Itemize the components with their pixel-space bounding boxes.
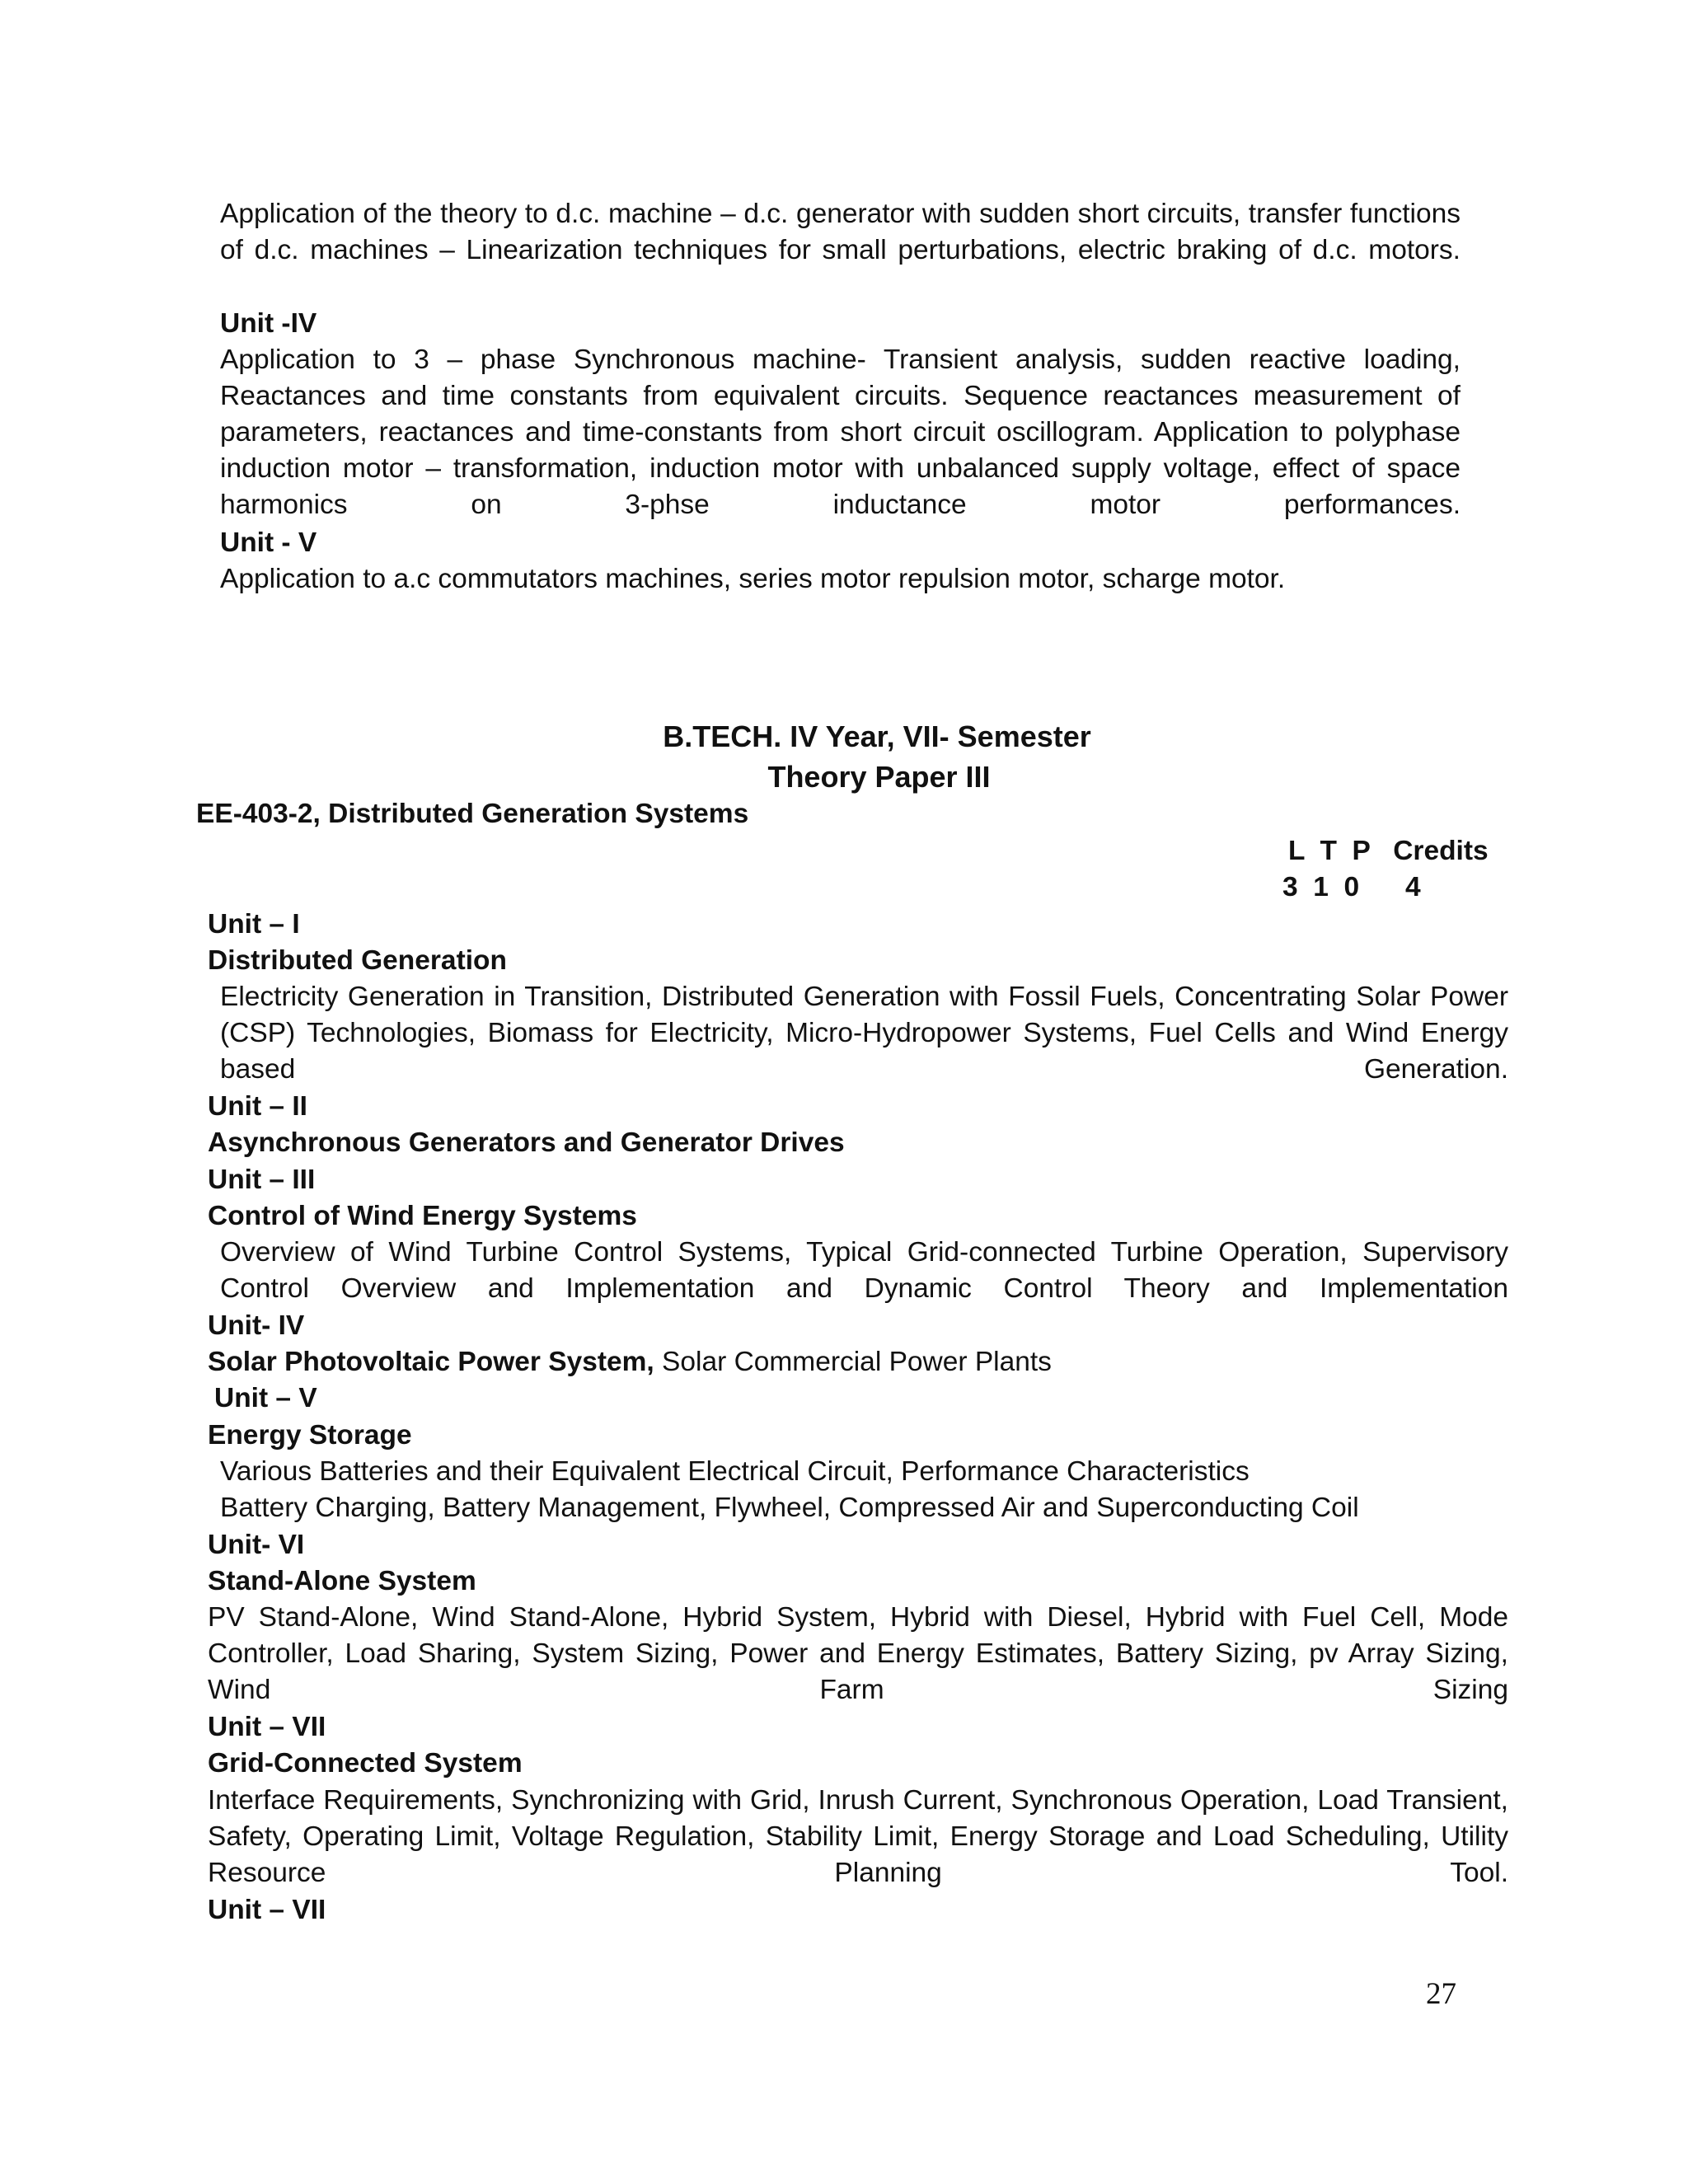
ltp-labels: L T P Credits	[1288, 836, 1489, 866]
program-semester-heading: B.TECH. IV Year, VII- Semester	[663, 719, 1091, 753]
unit-3-tail-paragraph: Application of the theory to d.c. machine – d.c. generator with sudden short circuits, transfer functions of d.c. machines – Linearization techniques for small perturbations, electric braking of d.c. motors.	[220, 199, 1461, 265]
unit-1-heading: Unit – I	[208, 909, 300, 940]
unit-8-heading: Unit – VII	[208, 1895, 326, 1925]
page-number: 27	[1426, 1977, 1456, 2011]
unit-6-heading: Unit- VI	[208, 1530, 305, 1560]
unit-7-title: Grid-Connected System	[208, 1748, 523, 1779]
unit-4b-heading: Unit- IV	[208, 1310, 305, 1341]
unit-4-heading: Unit -IV	[220, 308, 317, 339]
unit-2-heading: Unit – II	[208, 1091, 307, 1122]
unit-3-title: Control of Wind Energy Systems	[208, 1201, 637, 1231]
unit-5-paragraph: Application to a.c commutators machines, series motor repulsion motor, scharge motor.	[220, 564, 1286, 594]
unit-6-paragraph: PV Stand-Alone, Wind Stand-Alone, Hybrid System, Hybrid with Diesel, Hybrid with Fuel Cell, Mode Controller, Load Sharing, System Sizing, Power and Energy Estimates, Battery Sizing, pv Array Sizing, Wind Farm Sizing	[208, 1602, 1508, 1705]
unit-7-heading: Unit – VII	[208, 1712, 326, 1742]
unit-4b-title: Solar Photovoltaic Power System,	[208, 1347, 654, 1377]
unit-7-paragraph: Interface Requirements, Synchronizing with Grid, Inrush Current, Synchronous Operation, Load Transient, Safety, Operating Limit, Voltage Regulation, Stability Limit, Energy Storage and Load Scheduling, Utility Resource Planning Tool.	[208, 1785, 1508, 1888]
unit-2-title: Asynchronous Generators and Generator Drives	[208, 1127, 845, 1158]
unit-3-paragraph: Overview of Wind Turbine Control Systems, Typical Grid-connected Turbine Operation, Supervisory Control Overview and Implementation and Dynamic Control Theory and Implementation	[220, 1237, 1508, 1304]
unit-4-paragraph: Application to 3 – phase Synchronous machine- Transient analysis, sudden reactive loading, Reactances and time constants from equivalent circuits. Sequence reactances measurement of parameters, reactances and time-constants from short circuit oscillogram. Application to polyphase induction motor – transformation, induction motor with unbalanced supply voltage, effect of space harmonics on 3-phse inductance motor performances.	[220, 344, 1461, 520]
unit-5b-line-2: Battery Charging, Battery Management, Flywheel, Compressed Air and Superconducting Coil	[220, 1493, 1359, 1523]
unit-1-paragraph: Electricity Generation in Transition, Distributed Generation with Fossil Fuels, Concentrating Solar Power (CSP) Technologies, Biomass for Electricity, Micro-Hydropower Systems, Fuel Cells and Wind Energy based Generation.	[220, 982, 1508, 1085]
theory-paper-heading: Theory Paper III	[767, 760, 991, 794]
course-title: EE-403-2, Distributed Generation Systems	[196, 799, 749, 829]
unit-4b-text: Solar Commercial Power Plants	[654, 1347, 1052, 1377]
unit-5b-line-1: Various Batteries and their Equivalent Electrical Circuit, Performance Characteristics	[220, 1456, 1250, 1487]
unit-1-title: Distributed Generation	[208, 945, 507, 976]
unit-5b-heading: Unit – V	[214, 1383, 317, 1413]
unit-4b-line	[208, 1344, 1052, 1380]
unit-6-title: Stand-Alone System	[208, 1566, 476, 1596]
unit-5-heading: Unit - V	[220, 527, 317, 558]
unit-5b-title: Energy Storage	[208, 1420, 412, 1451]
ltp-values: 3 1 0 4	[1282, 872, 1421, 902]
unit-3-heading: Unit – III	[208, 1165, 316, 1195]
